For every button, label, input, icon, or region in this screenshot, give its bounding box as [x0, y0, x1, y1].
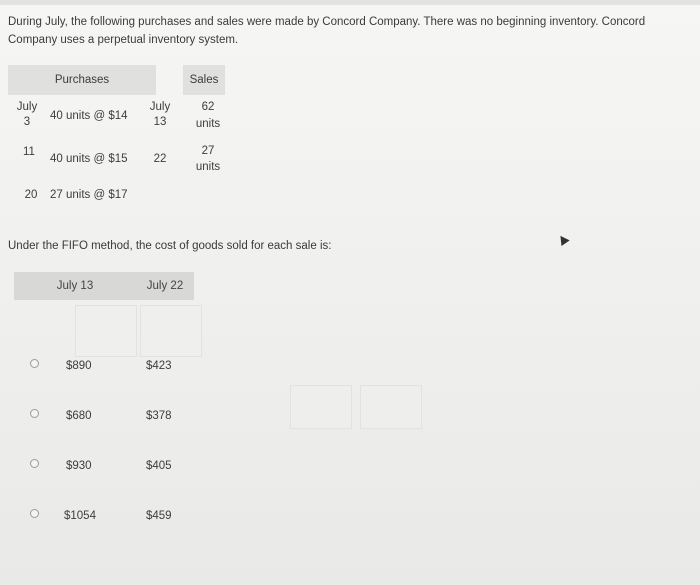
- question-text: Under the FIFO method, the cost of goods sold for each sale is:: [8, 240, 332, 252]
- radio-button[interactable]: [30, 359, 39, 368]
- purchase-date-day: 3: [23, 116, 31, 128]
- purchase-desc: 40 units @ $15: [50, 153, 128, 165]
- problem-statement: During July, the following purchases and sales were made by Concord Company. There was no beginning inventory. Concord Company uses a perpetual inventory system.: [8, 16, 646, 46]
- answer-option[interactable]: [20, 502, 220, 542]
- radio-button[interactable]: [30, 509, 39, 518]
- purchases-header: Purchases: [8, 65, 156, 95]
- answer-option[interactable]: [20, 452, 220, 492]
- answer-header-july-13: July 13: [14, 272, 136, 300]
- sale-unit: units: [195, 161, 221, 173]
- purchase-desc: 40 units @ $14: [50, 110, 128, 122]
- faint-box: [140, 305, 202, 357]
- sale-date-day: 22: [153, 153, 167, 165]
- option-value-july-22: $378: [146, 410, 172, 422]
- sales-header: Sales: [183, 65, 225, 95]
- sale-unit: units: [195, 118, 221, 130]
- option-value-july-13: $680: [66, 410, 92, 422]
- answer-option[interactable]: [20, 402, 220, 442]
- option-value-july-13: $930: [66, 460, 92, 472]
- sale-date-month: July: [149, 101, 171, 113]
- option-value-july-22: $423: [146, 360, 172, 372]
- faint-box: [75, 305, 137, 357]
- mouse-cursor-icon: [556, 233, 569, 246]
- radio-button[interactable]: [30, 459, 39, 468]
- radio-button[interactable]: [30, 409, 39, 418]
- answer-option[interactable]: [20, 352, 220, 392]
- purchase-date-day: 20: [24, 189, 38, 201]
- top-edge: [0, 0, 700, 5]
- sale-qty: 62: [201, 101, 215, 113]
- purchase-desc: 27 units @ $17: [50, 189, 128, 201]
- inventory-table: [8, 65, 233, 213]
- faint-box: [290, 385, 352, 429]
- purchase-date-day: 11: [23, 146, 35, 158]
- sale-date-day: 13: [153, 116, 167, 128]
- option-value-july-13: $890: [66, 360, 92, 372]
- purchase-date-month: July: [16, 101, 38, 113]
- option-value-july-22: $405: [146, 460, 172, 472]
- faint-box: [360, 385, 422, 429]
- answer-header-july-22: July 22: [136, 272, 194, 300]
- sale-qty: 27: [201, 145, 215, 157]
- option-value-july-22: $459: [146, 510, 172, 522]
- option-value-july-13: $1054: [64, 510, 96, 522]
